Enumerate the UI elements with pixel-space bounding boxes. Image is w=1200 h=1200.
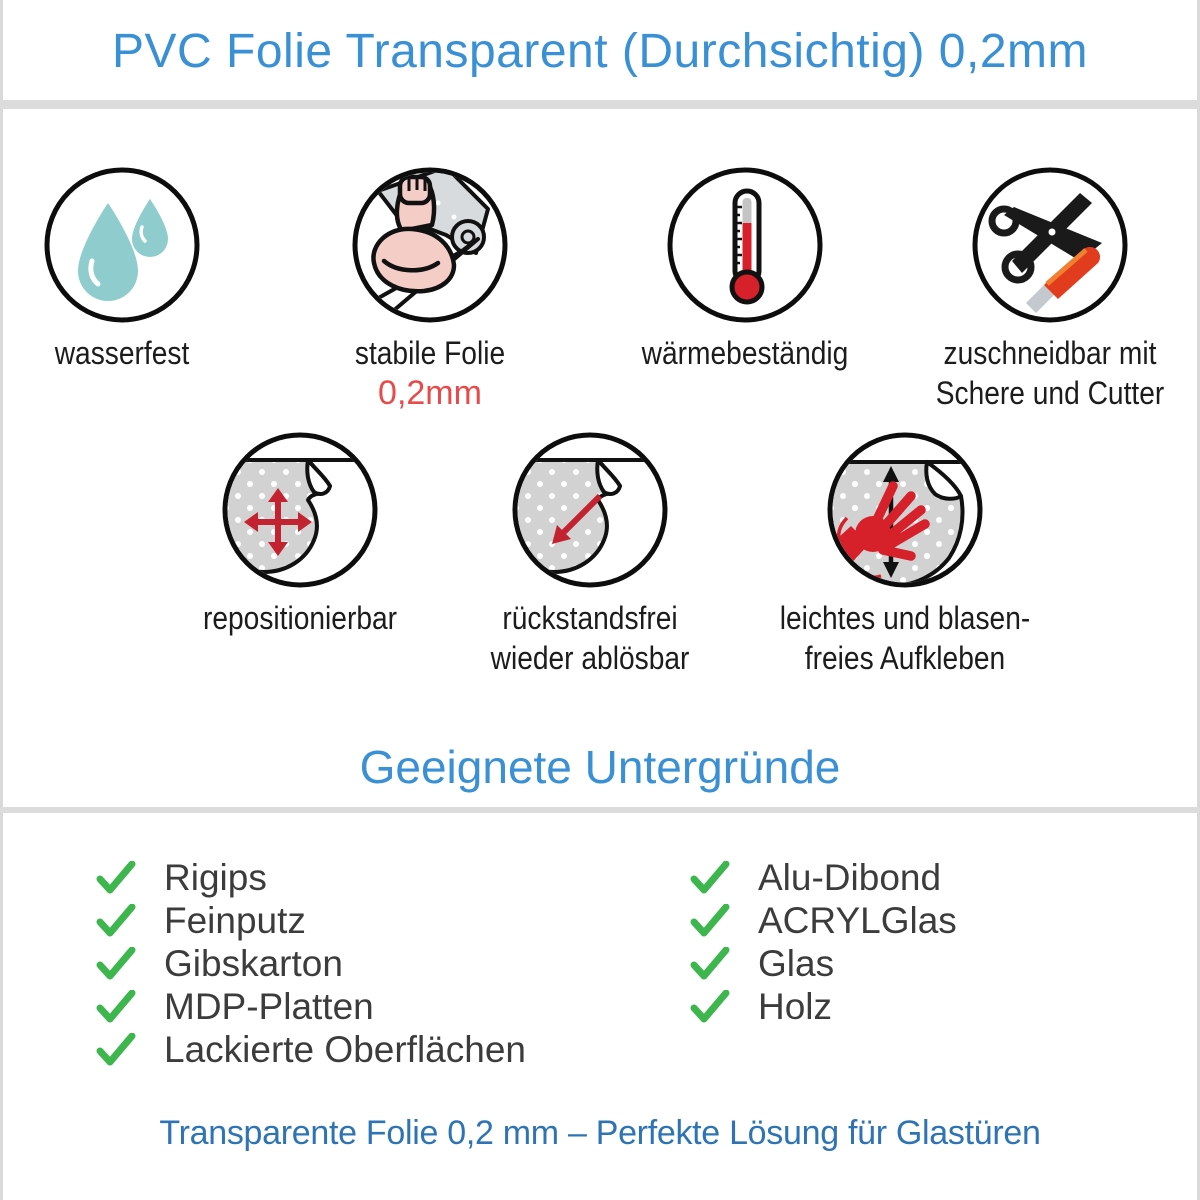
muscle-arm-foil-roll-icon — [350, 165, 510, 325]
substrates-heading: Geeignete Untergründe — [359, 741, 841, 793]
list-item — [96, 856, 526, 899]
list-item — [690, 899, 957, 942]
list-item — [96, 1028, 526, 1071]
list-item — [690, 942, 957, 985]
page-title: PVC Folie Transparent (Durchsichtig) 0,2mm — [112, 25, 1088, 78]
feature-label: wasserfest — [54, 335, 190, 371]
feature-label-line2: freies Aufkleben — [804, 640, 1006, 676]
feature-stabile-folie — [280, 165, 580, 413]
list-item-label: Glas — [758, 942, 835, 984]
feature-label: repositionierbar — [202, 600, 398, 636]
feature-label-line2: Schere und Cutter — [935, 375, 1165, 411]
list-item — [96, 942, 526, 985]
water-drops-icon — [42, 165, 202, 325]
feature-wasserfest — [0, 165, 272, 373]
feature-blasenfrei — [755, 430, 1055, 678]
feature-label: zuschneidbar mit — [943, 335, 1157, 371]
list-item — [96, 985, 526, 1028]
feature-waermebestaendig — [595, 165, 895, 373]
peel-off-arrow-foil-icon — [510, 430, 670, 590]
footer-tagline: Transparente Folie 0,2 mm – Perfekte Lösung für Glastüren — [159, 1114, 1041, 1152]
check-icon — [96, 1033, 136, 1067]
check-icon — [690, 947, 730, 981]
move-arrows-foil-icon — [220, 430, 380, 590]
feature-label-line2: wieder ablösbar — [490, 640, 690, 676]
feature-repositionierbar — [150, 430, 450, 638]
scissors-and-cutter-icon — [970, 165, 1130, 325]
list-item — [690, 856, 957, 899]
check-icon — [690, 904, 730, 938]
check-icon — [96, 947, 136, 981]
check-icon — [96, 904, 136, 938]
check-icon — [690, 861, 730, 895]
list-item-label: Gibskarton — [164, 942, 343, 984]
list-item-label: Holz — [758, 985, 833, 1027]
list-item-label: Feinputz — [164, 899, 306, 941]
feature-label: leichtes und blasen- — [779, 600, 1031, 636]
bottom-divider — [0, 807, 1200, 813]
feature-sublabel-thickness: 0,2mm — [378, 374, 482, 412]
feature-label: rückstandsfrei — [502, 600, 678, 636]
check-icon — [96, 861, 136, 895]
list-item-label: Rigips — [164, 856, 267, 898]
list-item-label: Alu-Dibond — [758, 856, 942, 898]
feature-zuschneidbar — [900, 165, 1200, 413]
thermometer-icon — [665, 165, 825, 325]
list-item — [690, 985, 957, 1028]
check-icon — [96, 990, 136, 1024]
feature-label: wärmebeständig — [641, 335, 849, 371]
top-divider — [0, 100, 1200, 109]
substrates-right-column — [690, 856, 957, 1028]
check-icon — [690, 990, 730, 1024]
list-item-label: MDP-Platten — [164, 985, 374, 1027]
feature-label: stabile Folie — [354, 335, 506, 371]
substrates-left-column — [96, 856, 526, 1071]
list-item — [96, 899, 526, 942]
list-item-label: Lackierte Oberflächen — [164, 1028, 526, 1070]
hand-smoothing-foil-icon — [825, 430, 985, 590]
feature-rueckstandsfrei — [440, 430, 740, 678]
list-item-label: ACRYLGlas — [758, 899, 957, 941]
